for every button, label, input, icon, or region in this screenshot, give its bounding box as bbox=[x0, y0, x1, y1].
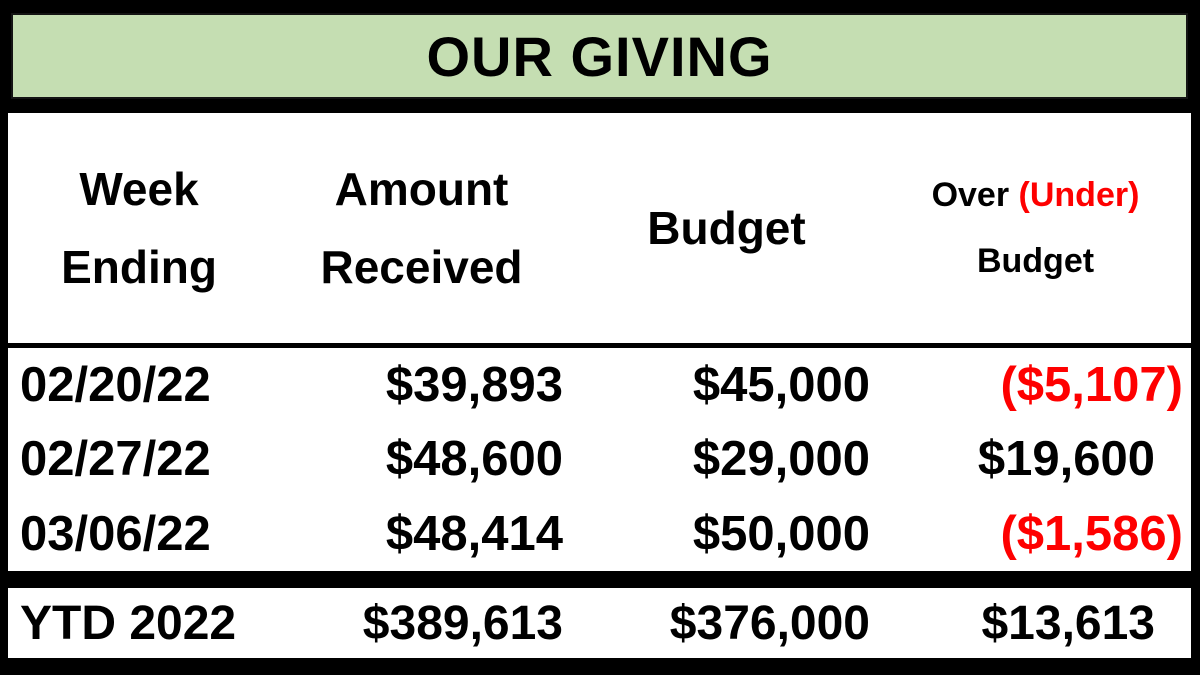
header-over-under-line1 bbox=[932, 162, 1140, 228]
budget-cell: $45,000 bbox=[692, 358, 870, 413]
column-header-over-under-budget bbox=[880, 162, 1191, 294]
table-row bbox=[8, 348, 1191, 422]
table-body bbox=[8, 348, 1191, 571]
over-under-cell: ($1,586) bbox=[1000, 506, 1183, 561]
over-under-cell: $19,600 bbox=[977, 432, 1155, 487]
amount-received-cell: $48,414 bbox=[385, 506, 563, 561]
header-over-under-line2: Budget bbox=[976, 242, 1095, 280]
header-budget-label: Budget bbox=[647, 202, 806, 254]
week-ending-cell: 03/06/22 bbox=[20, 506, 211, 561]
table-row bbox=[8, 497, 1191, 571]
table-header-row bbox=[8, 113, 1191, 343]
table-row bbox=[8, 422, 1191, 496]
header-amount-line1: Amount bbox=[334, 163, 509, 215]
ytd-budget-cell: $376,000 bbox=[669, 596, 870, 650]
ytd-amount-received-cell: $389,613 bbox=[362, 596, 563, 650]
giving-table bbox=[8, 113, 1191, 571]
header-over-label: Over bbox=[931, 176, 1010, 214]
page-title: OUR GIVING bbox=[426, 24, 773, 88]
week-ending-cell: 02/27/22 bbox=[20, 432, 211, 487]
column-header-week-ending bbox=[8, 150, 270, 306]
header-under-label: (Under) bbox=[1018, 176, 1140, 214]
ytd-over-under-cell: $13,613 bbox=[981, 596, 1155, 650]
header-week-line1: Week bbox=[79, 163, 199, 215]
ytd-summary-row bbox=[8, 588, 1191, 658]
week-ending-cell: 02/20/22 bbox=[20, 358, 211, 413]
header-amount-line2: Received bbox=[320, 241, 523, 293]
ytd-label-cell: YTD 2022 bbox=[20, 596, 237, 650]
budget-cell: $50,000 bbox=[692, 506, 870, 561]
title-bar bbox=[11, 13, 1188, 99]
amount-received-cell: $48,600 bbox=[385, 432, 563, 487]
column-header-amount-received bbox=[270, 150, 573, 306]
amount-received-cell: $39,893 bbox=[385, 358, 563, 413]
column-header-budget bbox=[573, 189, 880, 267]
header-week-line2: Ending bbox=[61, 241, 217, 293]
over-under-cell: ($5,107) bbox=[1000, 358, 1183, 413]
budget-cell: $29,000 bbox=[692, 432, 870, 487]
